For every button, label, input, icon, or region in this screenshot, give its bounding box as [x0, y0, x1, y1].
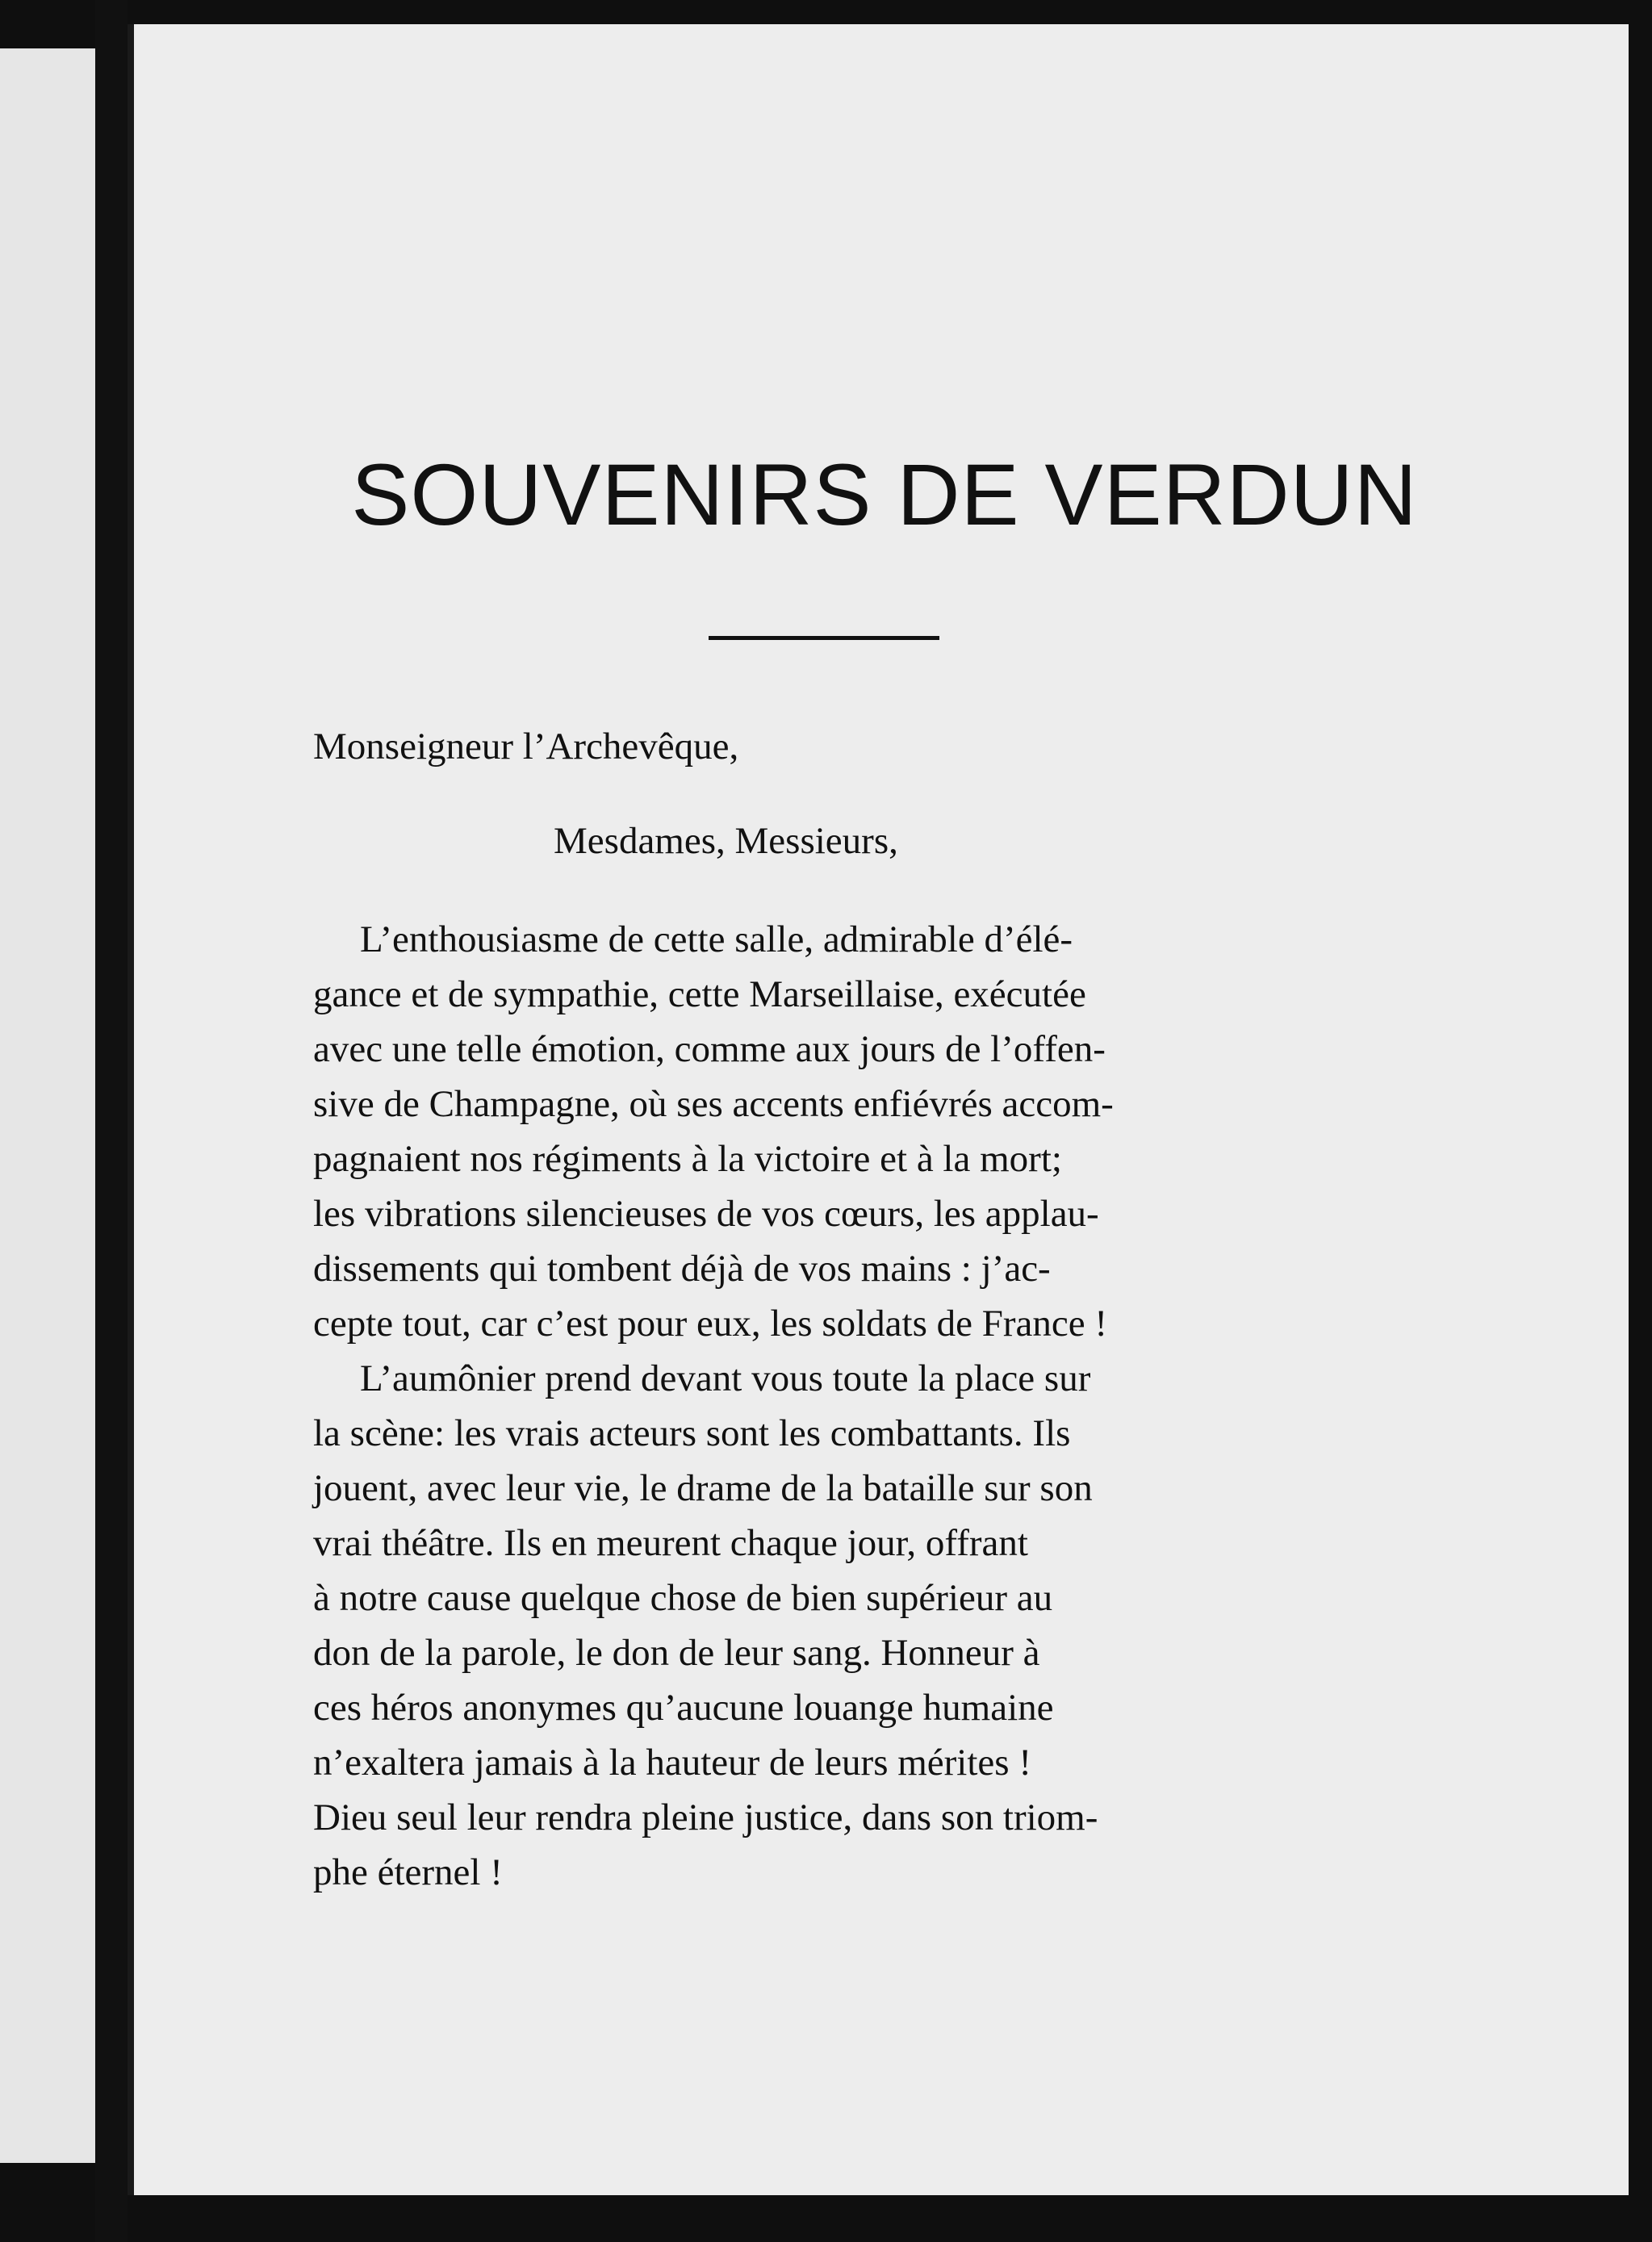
paragraph-1 — [313, 912, 1386, 1351]
text-line: n’exaltera jamais à la hauteur de leurs mérites ! — [313, 1742, 1031, 1784]
book-page — [128, 24, 1629, 2195]
title-rule-divider — [709, 636, 939, 640]
book-gutter — [95, 0, 128, 2242]
text-line: L’enthousiasme de cette salle, admirable d’élé- — [360, 918, 1073, 960]
adjacent-page-edge — [0, 48, 100, 2163]
text-line: Dieu seul leur rendra pleine justice, dans son triom- — [313, 1797, 1098, 1838]
text-line: jouent, avec leur vie, le drame de la bataille sur son — [313, 1467, 1093, 1509]
text-line: gance et de sympathie, cette Marseillaise, exécutée — [313, 973, 1086, 1015]
text-line: pagnaient nos régiments à la victoire et à la mort; — [313, 1138, 1062, 1180]
text-line: don de la parole, le don de leur sang. Honneur à — [313, 1632, 1040, 1674]
text-line: à notre cause quelque chose de bien supérieur au — [313, 1577, 1053, 1619]
text-line: phe éternel ! — [313, 1851, 503, 1893]
text-line: avec une telle émotion, comme aux jours de l’offen- — [313, 1028, 1106, 1070]
page-title: SOUVENIRS DE VERDUN — [351, 445, 1418, 543]
text-line: sive de Champagne, où ses accents enfiévrés accom- — [313, 1083, 1114, 1125]
text-line: la scène: les vrais acteurs sont les combattants. Ils — [313, 1412, 1071, 1454]
paragraph-2 — [313, 1351, 1386, 1900]
text-line: vrai théâtre. Ils en meurent chaque jour, offrant — [313, 1522, 1028, 1564]
text-line: dissements qui tombent déjà de vos mains : j’ac- — [313, 1248, 1051, 1290]
text-line: cepte tout, car c’est pour eux, les soldats de France ! — [313, 1303, 1108, 1345]
text-line: les vibrations silencieuses de vos cœurs, les applau- — [313, 1193, 1099, 1235]
salutation-archbishop: Monseigneur l’Archevêque, — [313, 726, 739, 768]
text-line: ces héros anonymes qu’aucune louange humaine — [313, 1687, 1054, 1729]
body-text — [313, 912, 1386, 1900]
text-line: L’aumônier prend devant vous toute la place sur — [360, 1357, 1091, 1399]
salutation-audience: Mesdames, Messieurs, — [554, 820, 898, 862]
